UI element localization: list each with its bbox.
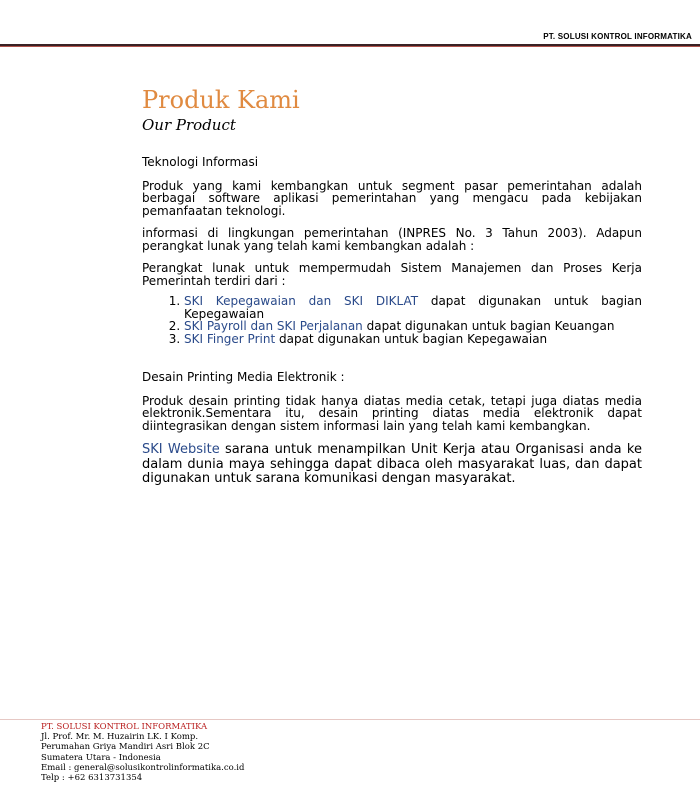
list-item — [184, 295, 642, 320]
header-divider-accent — [0, 46, 700, 47]
footer-phone: Telp : +62 6313731354 — [41, 773, 143, 784]
footer-divider — [0, 719, 700, 720]
list-item — [184, 333, 642, 346]
product-description: dapat digunakan untuk bagian Keuangan — [362, 319, 615, 333]
product-link[interactable]: SKI Kepegawaian dan SKI DIKLAT — [184, 294, 419, 308]
footer-email: Email : general@solusikontrolinformatika.co.id — [41, 762, 245, 773]
product-description: dapat digunakan untuk bagian Kepegawaian — [275, 331, 548, 346]
footer-address-line-2: Perumahan Griya Mandiri Asri Blok 2C — [41, 742, 210, 753]
product-link[interactable]: SKI Finger Print — [184, 331, 276, 346]
product-link[interactable]: SKI Payroll dan SKI Perjalanan — [184, 319, 363, 333]
footer-address-line-3: Sumatera Utara - Indonesia — [41, 752, 161, 763]
it-paragraph-3: Perangkat lunak untuk mempermudah Sistem Manajemen dan Proses Kerja Pemerintah terdiri dari : — [142, 261, 642, 288]
main-content — [142, 86, 642, 487]
page-subtitle: Our Product — [142, 116, 236, 134]
footer-address-line-1: Jl. Prof. Mr. M. Huzairin LK. I Komp. — [41, 732, 199, 743]
header-company-name: PT. SOLUSI KONTROL INFORMATIKA — [543, 32, 692, 41]
it-section-heading: Teknologi Informasi — [142, 155, 259, 169]
website-description: sarana untuk menampilkan Unit Kerja atau Organisasi anda ke dalam dunia maya sehingga dapat dibaca oleh masyarakat luas, dan dapat digunakan untuk sarana komunikasi dengan masyarakat. — [142, 442, 642, 486]
print-paragraph-1: Produk desain printing tidak hanya diatas media cetak, tetapi juga diatas media elektronik.Sementara itu, desain printing diatas media elektronik dapat diintegrasikan dengan sistem informasi lain yang telah kami kembangkan. — [142, 393, 642, 433]
page-title: Produk Kami — [142, 86, 300, 114]
product-description: dapat digunakan untuk bagian Kepegawaian — [184, 294, 642, 321]
product-list — [142, 295, 642, 345]
print-section-heading: Desain Printing Media Elektronik : — [142, 370, 345, 384]
footer — [41, 722, 244, 783]
it-paragraph-1: Produk yang kami kembangkan untuk segment pasar pemerintahan adalah berbagai software aplikasi pemerintahan yang mengacu pada kebijakan pemanfaatan teknologi. — [142, 178, 642, 218]
website-paragraph — [142, 443, 642, 487]
it-paragraph-2: informasi di lingkungan pemerintahan (INPRES No. 3 Tahun 2003). Adapun perangkat lunak yang telah kami kembangkan adalah : — [142, 226, 642, 253]
website-product-link[interactable]: SKI Website — [142, 442, 220, 457]
footer-company-name: PT. SOLUSI KONTROL INFORMATIKA — [41, 722, 208, 732]
